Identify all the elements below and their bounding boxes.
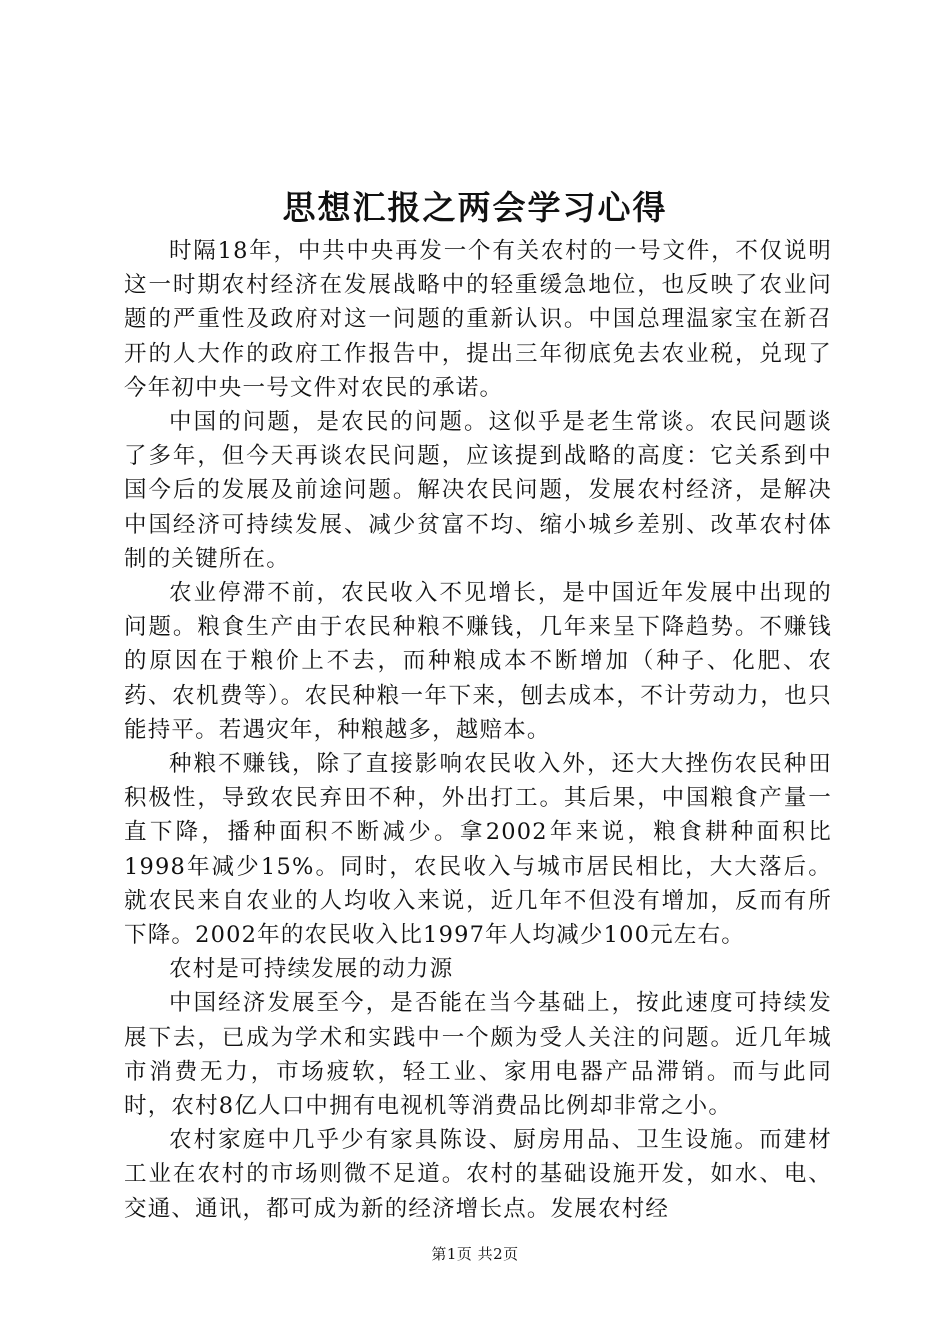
page-footer: 第1页 共2页 bbox=[431, 1245, 519, 1263]
paragraph: 中国经济发展至今，是否能在当今基础上，按此速度可持续发展下去，已成为学术和实践中一个颇为受人关注的问题。近几年城市消费无力，市场疲软，轻工业、家用电器产品滞销。而与此同时，农村8亿人口中拥有电视机等消费品比例却非常之小。 bbox=[124, 990, 832, 1120]
paragraph: 时隔18年，中共中央再发一个有关农村的一号文件，不仅说明这一时期农村经济在发展战略中的轻重缓急地位，也反映了农业问题的严重性及政府对这一问题的重新认识。中国总理温家宝在新召开的人大作的政府工作报告中，提出三年彻底免去农业税，兑现了今年初中央一号文件对农民的承诺。 bbox=[124, 238, 832, 401]
paragraph: 中国的问题，是农民的问题。这似乎是老生常谈。农民问题谈了多年，但今天再谈农民问题，应该提到战略的高度：它关系到中国今后的发展及前途问题。解决农民问题，发展农村经济，是解决中国经济可持续发展、减少贫富不均、缩小城乡差别、改革农村体制的关键所在。 bbox=[124, 409, 832, 572]
paragraph: 种粮不赚钱，除了直接影响农民收入外，还大大挫伤农民种田积极性，导致农民弃田不种，外出打工。其后果，中国粮食产量一直下降，播种面积不断减少。拿2002年来说，粮食耕种面积比1998年减少15%。同时，农民收入与城市居民相比，大大落后。就农民来自农业的人均收入来说，近几年不但没有增加，反而有所下降。2002年的农民收入比1997年人均减少100元左右。 bbox=[124, 751, 832, 949]
paragraph: 农业停滞不前，农民收入不见增长，是中国近年发展中出现的问题。粮食生产由于农民种粮不赚钱，几年来呈下降趋势。不赚钱的原因在于粮价上不去，而种粮成本不断增加（种子、化肥、农药、农机费等）。农民种粮一年下来，刨去成本，不计劳动力，也只能持平。若遇灾年，种粮越多，越赔本。 bbox=[124, 580, 832, 743]
document-body bbox=[124, 234, 832, 1226]
paragraph: 农村家庭中几乎少有家具陈设、厨房用品、卫生设施。而建材工业在农村的市场则微不足道。农村的基础设施开发，如水、电、交通、通讯，都可成为新的经济增长点。发展农村经 bbox=[124, 1127, 832, 1222]
document-title: 思想汇报之两会学习心得 bbox=[282, 188, 668, 227]
section-heading: 农村是可持续发展的动力源 bbox=[169, 956, 454, 983]
